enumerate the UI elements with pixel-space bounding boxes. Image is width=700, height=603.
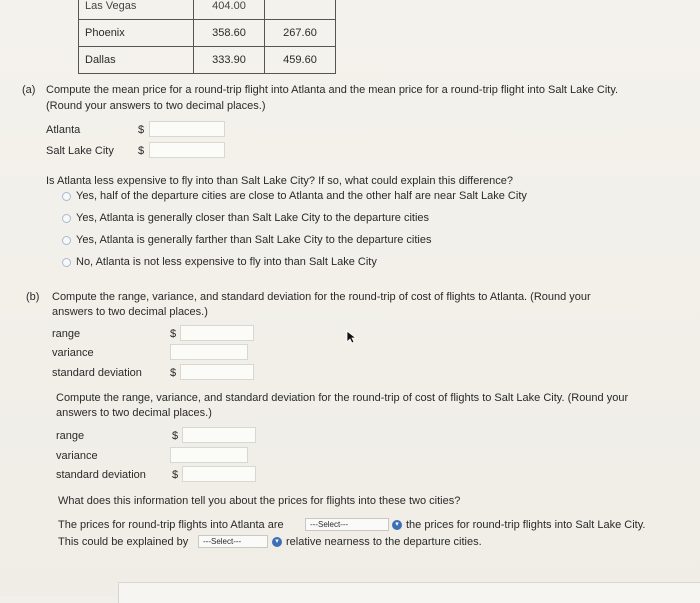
part-b-slc-prompt-line1: Compute the range, variance, and standard deviation for the round-trip of cost of flights to Salt Lake City. (Round your [56,392,629,404]
part-a-prompt-line2: (Round your answers to two decimal places.) [46,100,266,112]
radio-option-label: Yes, Atlanta is generally closer than Salt Lake City to the departure cities [76,212,430,224]
currency-symbol: $ [172,469,179,481]
radio-button[interactable] [62,236,71,245]
flight-price-table [78,0,336,74]
slc-variance-input[interactable] [170,447,248,463]
sentence1-end: the prices for round-trip flights into Salt Lake City. [406,519,646,531]
part-b-slc-prompt-line2: answers to two decimal places.) [56,407,212,419]
slc-sd-input[interactable] [182,466,256,482]
slc-range-input[interactable] [182,427,256,443]
comparison-select[interactable] [305,518,389,531]
next-section-box [118,582,700,603]
radio-option-3[interactable] [62,234,431,246]
atlanta-sd-input[interactable] [180,364,254,380]
table-row [79,47,336,74]
table-row [79,20,336,47]
reason-select[interactable] [198,535,268,548]
atlanta-range-input[interactable] [180,325,254,341]
table-cell-city: Las Vegas [79,0,194,20]
part-a-prompt-line1: Compute the mean price for a round-trip flight into Atlanta and the mean price for a round-trip flight into Salt Lake City. [46,84,619,96]
sentence1-start: The prices for round-trip flights into Atlanta are [58,519,284,531]
radio-option-2[interactable] [62,212,429,224]
table-cell-price: 333.90 [194,47,265,74]
radio-button[interactable] [62,258,71,267]
radio-option-label: Yes, Atlanta is generally farther than Salt Lake City to the departure cities [76,234,432,246]
range-label: range [56,430,85,442]
currency-symbol: $ [172,430,179,442]
table-cell-price [265,0,336,20]
table-cell-city: Dallas [79,47,194,74]
mouse-cursor-icon [346,330,358,344]
radio-option-4[interactable] [62,256,377,268]
table-row [79,0,336,20]
sentence2-end: relative nearness to the departure cities. [286,536,482,548]
table-cell-price: 404.00 [194,0,265,20]
select-dropdown-icon[interactable]: ▾ [272,537,282,547]
sentence2-start: This could be explained by [58,536,189,548]
select-value: ---Select--- [203,537,242,546]
variance-label: variance [56,450,98,462]
select-value: ---Select--- [310,520,349,529]
radio-option-label: No, Atlanta is not less expensive to fly into than Salt Lake City [76,256,377,268]
standard-deviation-label: standard deviation [56,469,146,481]
radio-option-label: Yes, half of the departure cities are close to Atlanta and the other half are near Salt Lake City [76,190,527,202]
atlanta-label: Atlanta [46,124,81,136]
variance-label: variance [52,347,94,359]
part-a-tag: (a) [22,84,36,96]
currency-symbol: $ [138,145,145,157]
radio-option-1[interactable] [62,190,527,202]
part-b-atlanta-prompt-line1: Compute the range, variance, and standard deviation for the round-trip of cost of flights to Atlanta. (Round your [52,291,591,303]
select-dropdown-icon[interactable]: ▾ [392,520,402,530]
standard-deviation-label: standard deviation [52,367,142,379]
radio-button[interactable] [62,192,71,201]
info-question: What does this information tell you about the prices for flights into these two cities? [58,495,461,507]
part-a-question: Is Atlanta less expensive to fly into than Salt Lake City? If so, what could explain this difference? [46,175,513,187]
currency-symbol: $ [138,124,145,136]
currency-symbol: $ [170,367,177,379]
table-cell-price: 267.60 [265,20,336,47]
part-b-tag: (b) [26,291,40,303]
atlanta-mean-input[interactable] [149,121,225,137]
slc-mean-input[interactable] [149,142,225,158]
currency-symbol: $ [170,328,177,340]
range-label: range [52,328,81,340]
table-cell-price: 459.60 [265,47,336,74]
radio-button[interactable] [62,214,71,223]
part-b-atlanta-prompt-line2: answers to two decimal places.) [52,306,208,318]
table-cell-city: Phoenix [79,20,194,47]
table-cell-price: 358.60 [194,20,265,47]
salt-lake-city-label: Salt Lake City [46,145,114,157]
atlanta-variance-input[interactable] [170,344,248,360]
